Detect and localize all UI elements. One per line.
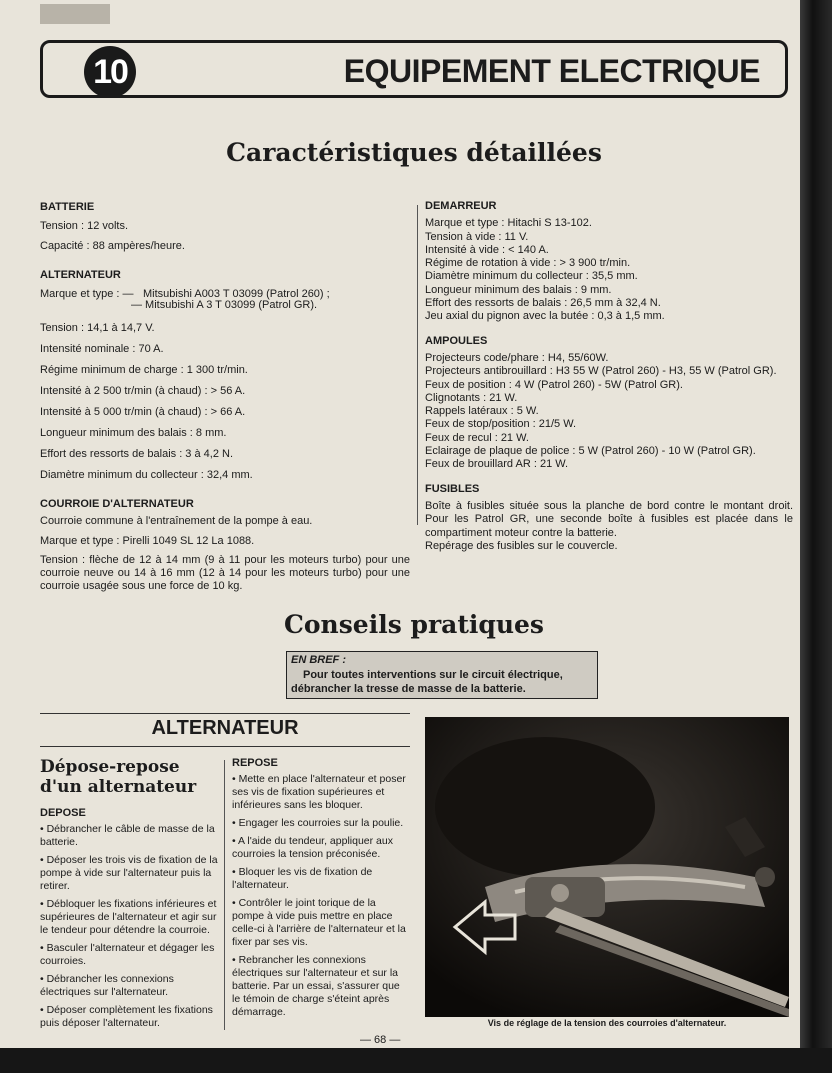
alternateur-spec-heading: ALTERNATEUR (40, 269, 121, 281)
chapter-title: EQUIPEMENT ELECTRIQUE (343, 53, 760, 89)
en-bref-label: EN BREF : (291, 654, 346, 666)
alternator-photo (425, 717, 789, 1017)
alternateur-section-title: ALTERNATEUR (151, 717, 299, 739)
fusibles-text: Boîte à fusibles située sous la planche de bord contre le montant droit. Pour les Patrol GR, une seconde boîte à fusibles est placée dans le compartiment moteur contre la batterie. (425, 499, 793, 539)
alternateur-marque-label: Marque et type : — (40, 288, 134, 300)
demarreur-line: Longueur minimum des balais : 9 mm. (425, 283, 612, 296)
batterie-line: Capacité : 88 ampères/heure. (40, 240, 185, 252)
ampoules-line: Feux de brouillard AR : 21 W. (425, 458, 569, 471)
repose-step: • Contrôler le joint torique de la pompe à vide puis mettre en place celle-ci à l'arrière de l'alternateur et la fixer par ses vis. (232, 897, 406, 948)
demarreur-line: Effort des ressorts de balais : 26,5 mm à 32,4 N. (425, 297, 661, 310)
ampoules-line: Projecteurs code/phare : H4, 55/60W. (425, 351, 609, 364)
alternateur-spec-line: Intensité à 2 500 tr/min (à chaud) : > 56 A. (40, 385, 246, 397)
scan-bottom-edge (0, 1048, 832, 1073)
demarreur-heading: DEMARREUR (425, 200, 497, 212)
alternateur-spec-line: Régime minimum de charge : 1 300 tr/min. (40, 364, 248, 376)
alternateur-marque-2: — Mitsubishi A 3 T 03099 (Patrol GR). (131, 299, 318, 311)
depose-step: • Débloquer les fixations inférieures et supérieures de l'alternateur et agir sur le tendeur pour détendre la courroie. (40, 898, 217, 936)
courroie-line: Courroie commune à l'entraînement de la pompe à eau. (40, 515, 313, 527)
repose-step: • Engager les courroies sur la poulie. (232, 817, 404, 829)
demarreur-line: Diamètre minimum du collecteur : 35,5 mm. (425, 270, 638, 283)
ampoules-line: Feux de stop/position : 21/5 W. (425, 418, 577, 431)
alternateur-spec-line: Effort des ressorts de balais : 3 à 4,2 N. (40, 448, 234, 460)
alternateur-spec-line: Intensité à 5 000 tr/min (à chaud) : > 66 A. (40, 406, 246, 418)
depose-step: • Débrancher les connexions électriques sur l'alternateur. (40, 973, 174, 998)
demarreur-line: Régime de rotation à vide : > 3 900 tr/min. (425, 257, 631, 270)
ampoules-line: Feux de recul : 21 W. (425, 431, 529, 444)
demarreur-line: Tension à vide : 11 V. (425, 230, 529, 243)
alternateur-spec-line: Longueur minimum des balais : 8 mm. (40, 427, 227, 439)
demarreur-line: Intensité à vide : < 140 A. (425, 243, 549, 256)
right-spec-column (425, 200, 793, 553)
depose-step: • Déposer les trois vis de fixation de la pompe à vide sur l'alternateur puis la retirer. (40, 854, 218, 892)
depose-step: • Débrancher le câble de masse de la batterie. (40, 823, 215, 848)
depose-step: • Basculer l'alternateur et dégager les courroies. (40, 942, 215, 967)
demarreur-line: Marque et type : Hitachi S 13-102. (425, 217, 592, 230)
repose-column (232, 757, 410, 1024)
section-title-caracteristiques: Caractéristiques détaillées (226, 138, 602, 167)
repose-step: • Rebrancher les connexions électriques sur l'alternateur et sur la batterie. Par un essai, s'assurer que le témoin de charge s'éteint après démarrage. (232, 954, 400, 1018)
ampoules-line: Clignotants : 21 W. (425, 391, 518, 404)
demarreur-line: Jeu axial du pignon avec la butée : 0,3 à 1,5 mm. (425, 310, 665, 323)
repose-step: • Bloquer les vis de fixation de l'alternateur. (232, 866, 373, 891)
alternateur-spec-line: Diamètre minimum du collecteur : 32,4 mm. (40, 469, 253, 481)
chapter-number-badge: 10 (84, 46, 136, 98)
batterie-line: Tension : 12 volts. (40, 220, 129, 232)
ampoules-line: Eclairage de plaque de police : 5 W (Patrol 260) - 10 W (Patrol GR). (425, 445, 756, 458)
repose-step: • Mette en place l'alternateur et poser ses vis de fixation supérieures et inférieures sans les bloquer. (232, 773, 406, 811)
fusibles-heading: FUSIBLES (425, 482, 480, 495)
courroie-line: Marque et type : Pirelli 1049 SL 12 La 1088. (40, 535, 255, 547)
alternator-photo-illustration (425, 717, 789, 1017)
section-rule (40, 746, 410, 747)
depose-step: • Déposer complètement les fixations puis déposer l'alternateur. (40, 1004, 213, 1029)
fusibles-text: Repérage des fusibles sur le couvercle. (425, 539, 618, 552)
alternateur-spec-line: Tension : 14,1 à 14,7 V. (40, 322, 155, 334)
publisher-logo (40, 4, 110, 24)
courroie-line: Tension : flèche de 12 à 14 mm (9 à 11 pour les moteurs turbo) pour une courroie neuve ou 14 à 16 mm (12 à 14 pour les moteurs turbo) pour une courroie usagée sous une force de 10 kg. (40, 554, 410, 592)
running-header (40, 0, 800, 32)
ampoules-line: Projecteurs antibrouillard : H3 55 W (Patrol 260) - H3, 55 W (Patrol GR). (425, 365, 777, 378)
depose-column (40, 757, 220, 1035)
ampoules-line: Feux de position : 4 W (Patrol 260) - 5W (Patrol GR). (425, 378, 683, 391)
page-number: — 68 — (360, 1034, 401, 1046)
ampoules-heading: AMPOULES (425, 334, 488, 347)
en-bref-box (286, 651, 598, 699)
ampoules-line: Rappels latéraux : 5 W. (425, 405, 539, 418)
section-rule (40, 713, 410, 714)
subsection-title-line: Dépose-repose (40, 757, 180, 777)
alternateur-spec-line: Intensité nominale : 70 A. (40, 343, 164, 355)
page-edge-shadow (800, 0, 832, 1073)
section-title-conseils: Conseils pratiques (283, 610, 545, 639)
photo-caption: Vis de réglage de la tension des courroies d'alternateur. (487, 1018, 727, 1028)
subsection-title-line: d'un alternateur (40, 777, 197, 797)
courroie-heading: COURROIE D'ALTERNATEUR (40, 498, 194, 510)
repose-step: • A l'aide du tendeur, appliquer aux courroies la tension préconisée. (232, 835, 393, 860)
en-bref-text: Pour toutes interventions sur le circuit électrique, débrancher la tresse de masse de la batterie. (291, 669, 563, 695)
column-divider (224, 760, 225, 1030)
batterie-heading: BATTERIE (40, 201, 95, 213)
repose-heading: REPOSE (232, 757, 278, 769)
alternateur-marque-1: Mitsubishi A003 T 03099 (Patrol 260) ; (143, 288, 330, 300)
column-divider (417, 205, 418, 525)
depose-heading: DEPOSE (40, 807, 86, 819)
left-spec-column (40, 200, 410, 593)
